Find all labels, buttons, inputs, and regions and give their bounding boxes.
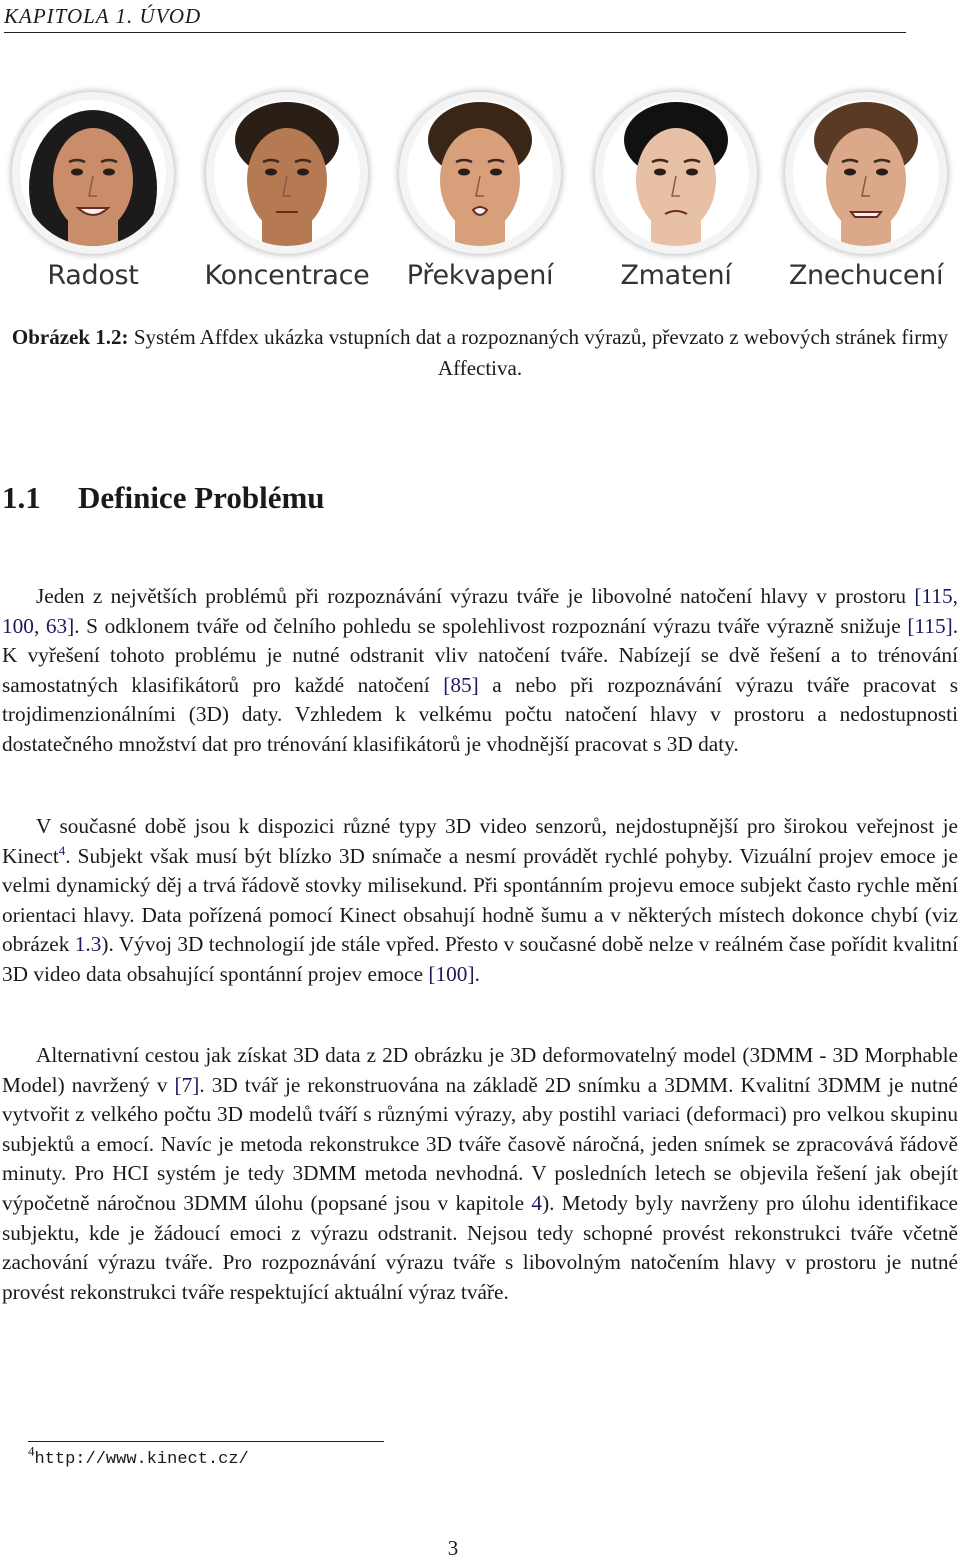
figure-caption-text: Systém Affdex ukázka vstupních dat a rozpoznaných výrazů, převzato z webových stránek firmy Affectiva. [133, 325, 949, 380]
running-title: KAPITOLA 1. ÚVOD [4, 4, 202, 28]
face-label: Překvapení [406, 260, 554, 291]
face-label: Radost [47, 260, 139, 291]
footnote-number: 4 [28, 1443, 35, 1459]
face-label: Zmatení [620, 260, 732, 291]
face-disgust-image [785, 92, 947, 254]
section-heading [2, 480, 958, 516]
figure-caption [2, 322, 958, 384]
citation-link[interactable]: [115, 100, 63] [2, 584, 958, 638]
figure-caption-label: Obrázek 1.2: [11, 325, 129, 349]
footnote-mark[interactable]: 4 [58, 842, 66, 858]
chapter-reference-link[interactable]: 4 [531, 1190, 543, 1215]
citation-link[interactable]: [85] [443, 672, 479, 697]
citation-link[interactable]: [100] [428, 961, 475, 986]
page-number: 3 [447, 1536, 459, 1560]
face-confusion-image [595, 92, 757, 254]
affdex-figure [0, 84, 960, 304]
footnote [28, 1445, 249, 1473]
running-header [4, 2, 906, 33]
face-label: Znechucení [788, 260, 944, 291]
face-label: Koncentrace [204, 260, 370, 291]
figure-reference-link[interactable]: 1.3 [74, 932, 102, 957]
paragraph-3: Alternativní cestou jak získat 3D data z 2D obrázku je 3D deformovatelný model (3DMM - 3D Morphable Model) navržený v [7]. 3D tvář je rekonstruována na základě 2D snímku a 3DMM. Kvalitní 3DMM je nutné vytvořit z velkého počtu 3D modelů tváří s různými výrazy, aby postihl variaci (deformaci) pro velkou skupinu subjektů a emocí. Navíc je metoda rekonstrukce 3D tváře časově náročná, jeden snímek se zpracovává řádově minuty. Pro HCI systém je tedy 3DMM metoda nevhodná. V posledních letech se objevila řešení jak obejít výpočetně náročnou 3DMM úlohu (popsané jsou v kapitole 4). Metody byly navrženy pro úlohu identifikace subjektu, kde je žádoucí emoci z výrazu odstranit. Nejsou tedy schopné provést rekonstrukci tváře včetně zachování výrazu tváře. Pro rozpoznávání výrazu tváře s libovolným natočením hlavy v prostoru je nutné provést rekonstrukci tváře respektující aktuální výraz tváře. [2, 1043, 958, 1304]
paragraph-1: Jeden z největších problémů při rozpoznávání výrazu tváře je libovolné natočení hlavy v prostoru [115, 100, 63]. S odklonem tváře od čelního pohledu se spolehlivost rozpoznání výrazu tváře výrazně snižuje [115]. K vyřešení tohoto problému je nutné odstranit vliv natočení tváře. Nabízejí se dvě řešení a to trénování samostatných klasifikátorů pro každé natočení [85] a nebo při rozpoznávání výrazu tváře pracovat s trojdimenzionálními (3D) daty. Vzhledem k velkému počtu natočení hlavy v prostoru a nedostupnosti dostatečného množství dat pro trénování klasifikátorů je vhodnější pracovat s 3D daty. [2, 584, 959, 756]
section-number: 1.1 [2, 480, 41, 515]
paragraph-2: V současné době jsou k dispozici různé typy 3D video senzorů, nejdostupnější pro širokou veřejnost je Kinect$^4$. Subjekt však musí být blízko 3D snímače a nesmí provádět rychlé pohyby. Vizuální projev emoce je velmi dynamický děj a trvá řádově stovky milisekund. Při spontánním projevu emoce subjekt často rychle mění orientaci hlavy. Data pořízená pomocí Kinect obsahují hodně šumu a v některých místech dokonce chybí (viz obrázek 1.3). Vývoj 3D technologií jde stále vpřed. Přesto v současné době nelze v reálném čase pořídit kvalitní 3D video data obsahující spontánní projev emoce [100]. [2, 814, 958, 986]
face-concentration-image [206, 92, 368, 254]
citation-link[interactable]: [7] [174, 1072, 200, 1097]
citation-link[interactable]: [115] [907, 613, 953, 638]
face-surprise-image [399, 92, 561, 254]
footnote-divider [28, 1441, 384, 1442]
section-title: Definice Problému [78, 480, 325, 515]
footnote-url-link[interactable]: http://www.kinect.cz/ [34, 1450, 249, 1469]
face-joy-image [12, 92, 174, 254]
